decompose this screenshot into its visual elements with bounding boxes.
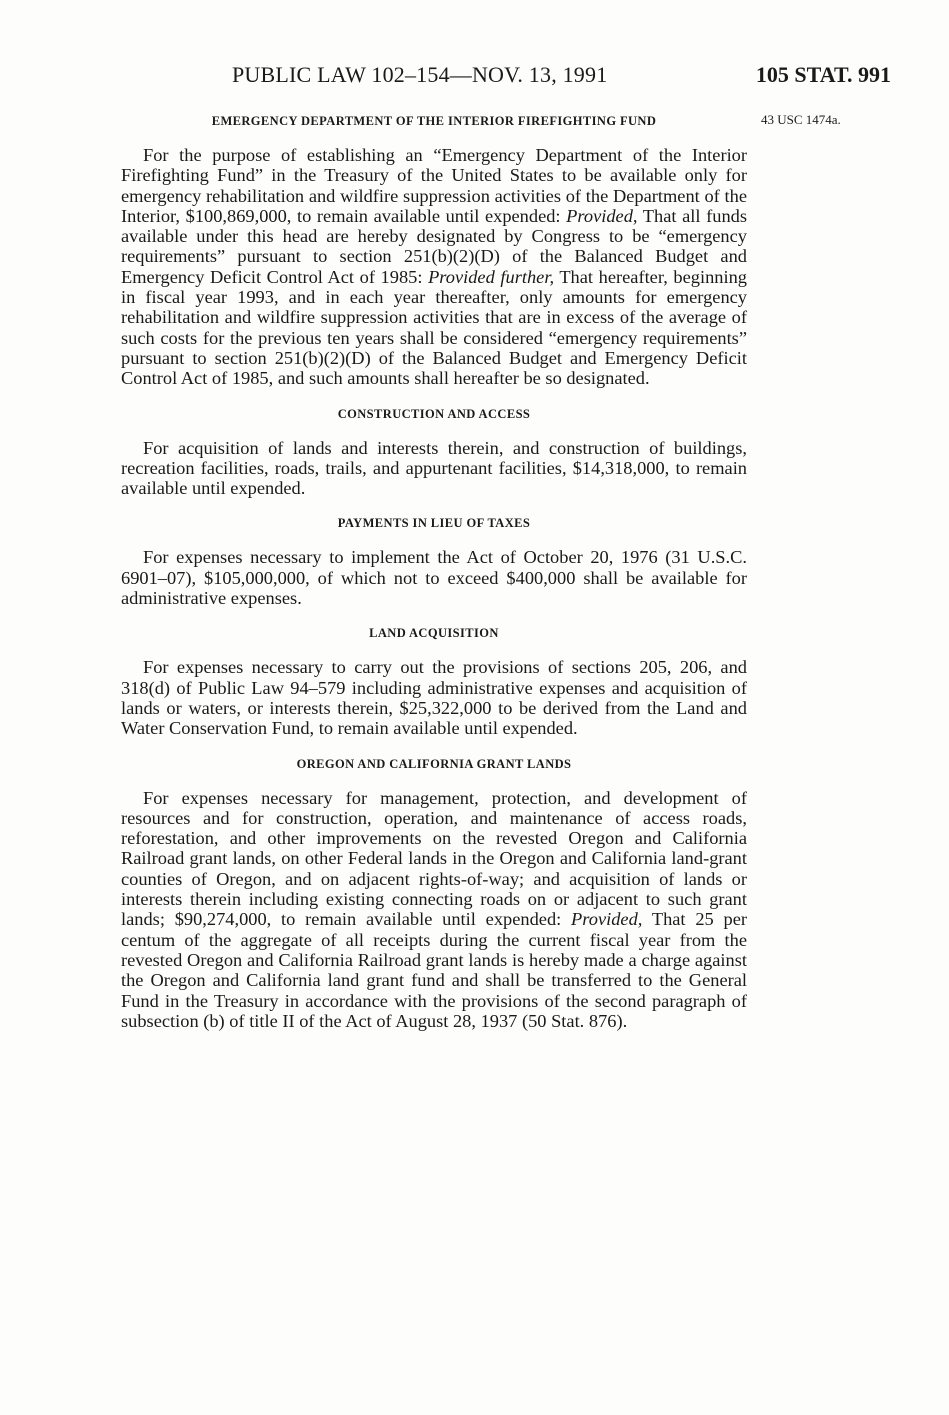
section-heading-construction-access: CONSTRUCTION AND ACCESS xyxy=(337,406,531,421)
paragraph-run: For acquisition of lands and interests therein, and construction of buildings, recreation facilities, roads, trails, and appurtenant facilities, $14,318,000, to remain available until expended. xyxy=(121,437,747,499)
section-paragraph-construction-access xyxy=(121,438,747,499)
running-head-title: PUBLIC LAW 102–154—NOV. 13, 1991 xyxy=(232,62,608,87)
section-heading-land-acquisition: LAND ACQUISITION xyxy=(369,626,499,641)
paragraph-run: That hereafter, beginning in fiscal year 1993, and in each year thereafter, only amounts for emergency rehabilitation and wildfire suppression activities that are in excess of the average of such costs for the previous ten years shall be considered “emergency requirements” pursuant to section 251(b)(2)(D) of the Balanced Budget and Emergency Deficit Control Act of 1985, and such amounts shall hereafter be so designated. xyxy=(121,266,747,389)
paragraph-run: That 25 per centum of the aggregate of all receipts during the current fiscal year from the revested Oregon and California Railroad grant lands is hereby made a charge against the Oregon and California land grant fund and shall be transferred to the General Fund in the Treasury in accordance with the provisions of the second paragraph of subsection (b) of title II of the Act of August 28, 1937 (50 Stat. 876). xyxy=(121,909,747,1031)
statute-page-reference: 105 STAT. 991 xyxy=(755,62,891,87)
paragraph-run: For expenses necessary to carry out the provisions of sections 205, 206, and 318(d) of Public Law 94–579 including administrative expenses and acquisition of lands or waters, or interests therein, $25,322,000 to be derived from the Land and Water Conservation Fund, to remain available until expended. xyxy=(121,657,747,739)
body-column xyxy=(121,110,747,1031)
paragraph-run-italic: Provided, xyxy=(566,205,638,226)
paragraph-run: For expenses necessary for management, protection, and development of resources and for construction, operation, and maintenance of access roads, reforestation, and other improvements on the revested Oregon and California Railroad grant lands, on other Federal lands in the Oregon and California land-grant counties of Oregon, and on adjacent rights-of-way; and acquisition of lands or interests therein including existing connecting roads on or adjacent to such grant lands; $90,274,000, to remain available until expended: xyxy=(121,787,747,930)
section-paragraph-firefighting-fund xyxy=(121,145,747,389)
paragraph-run-italic: Provided, xyxy=(571,909,643,930)
section-paragraph-land-acquisition xyxy=(121,657,747,738)
paragraph-run: That all funds available under this head are hereby designated by Congress to be “emergency requirements” pursuant to section 251(b)(2)(D) of the Balanced Budget and Emergency Deficit Control Act of 1985: xyxy=(121,205,747,287)
margin-citation-note: 43 USC 1474a. xyxy=(761,112,841,127)
section-paragraph-oregon-california xyxy=(121,788,747,1032)
section-heading-firefighting-fund: EMERGENCY DEPARTMENT OF THE INTERIOR FIREFIGHTING FUND xyxy=(211,114,657,128)
section-heading-oregon-california: OREGON AND CALIFORNIA GRANT LANDS xyxy=(296,756,572,771)
running-head xyxy=(0,62,949,92)
paragraph-run-italic: Provided further, xyxy=(428,266,555,287)
paragraph-run: For the purpose of establishing an “Emergency Department of the Interior Firefighting Fund” in the Treasury of the United States to be available only for emergency rehabilitation and wildfire suppression activities of the Department of the Interior, $100,869,000, to remain available until expended: xyxy=(121,145,747,226)
paragraph-run: For expenses necessary to implement the Act of October 20, 1976 (31 U.S.C. 6901–07), $105,000,000, of which not to exceed $400,000 shall be available for administrative expenses. xyxy=(121,547,747,609)
section-heading-payments-lieu-taxes: PAYMENTS IN LIEU OF TAXES xyxy=(337,516,531,531)
section-paragraph-payments-lieu-taxes xyxy=(121,547,747,608)
